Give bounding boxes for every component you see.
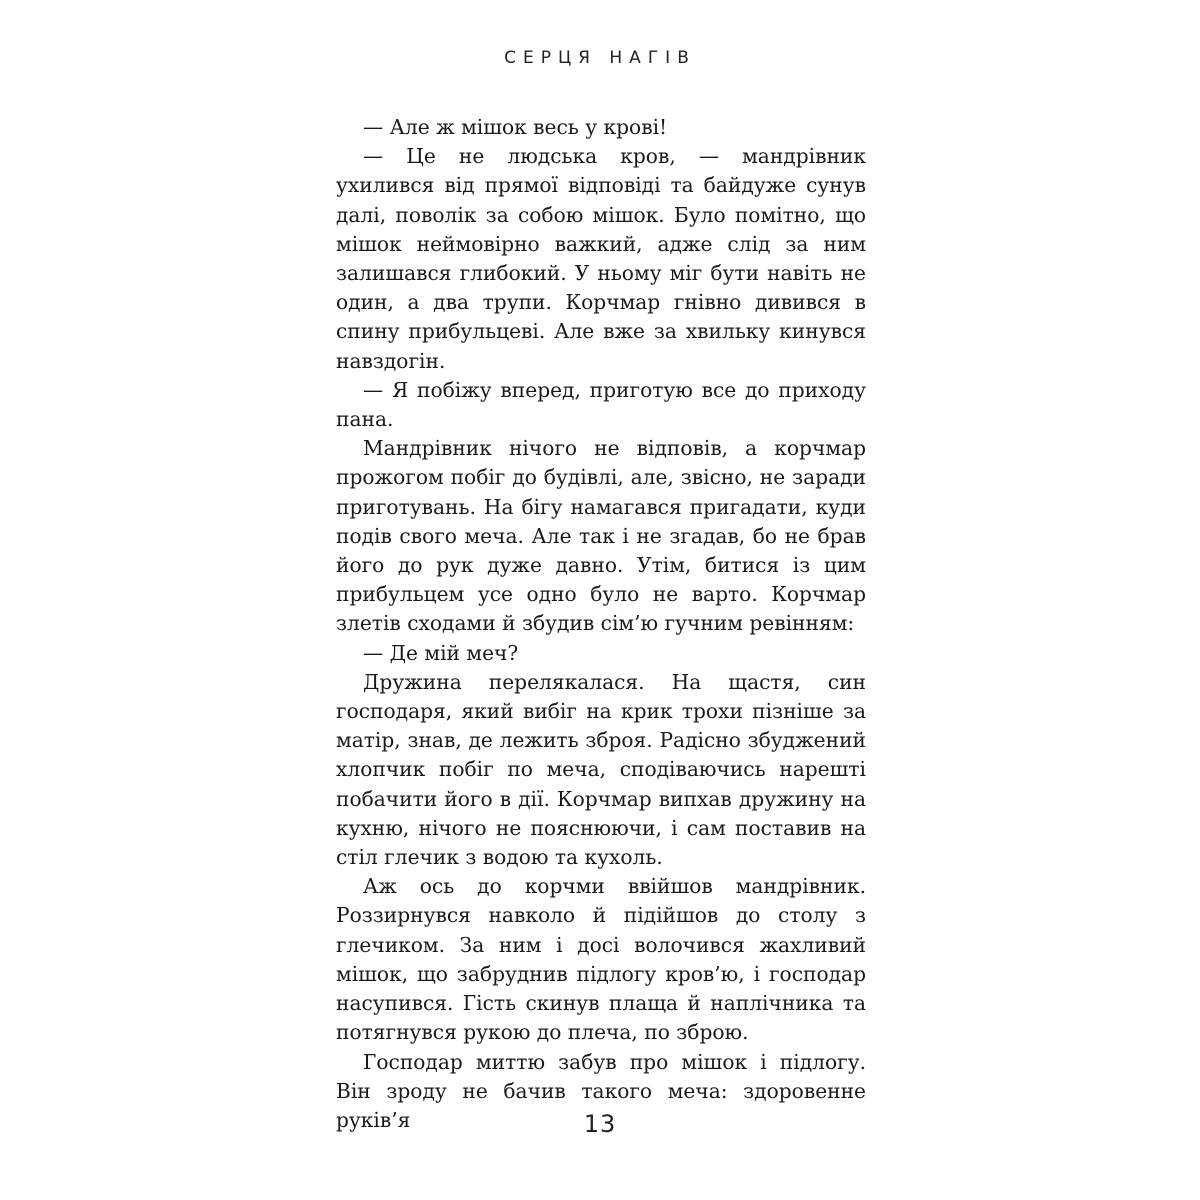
running-title: СЕРЦЯ НАГІВ [504,48,696,68]
paragraph: Дружина перелякалася. На щастя, син господаря, який вибіг на крик трохи пізніше за матір, знав, де лежить зброя. Радісно збуджений хлопчик побіг по меча, сподіваючись нарешті побачити його в дії. Корчмар випхав дружину на кухню, нічого не пояснюючи, і сам поставив на стіл глечик з водою та кухоль. [336,669,866,870]
paragraph: — Це не людська кров, — мандрівник ухилився від прямої відповіді та байдуже сунув далі, поволік за собою мішок. Було помітно, що мішок неймовірно важкий, адже слід за ним залишався глибокий. У ньому міг бути навіть не один, а два трупи. Корчмар гнівно дивився в спину прибульцеві. Але вже за хвильку кинувся навздогін. [336,144,866,373]
body-text [336,113,866,1135]
paragraph: Мандрівник нічого не відповів, а корчмар прожогом побіг до будівлі, але, звісно, не заради приготувань. На бігу намагався пригадати, куди подів свого меча. Але так і не згадав, бо не брав його до рук дуже давно. Утім, битися із цим прибульцем усе одно було не варто. Корчмар злетів сходами й збудив сім’ю гучним ревінням: [336,436,866,636]
paragraph: — Де мій меч? [363,640,519,665]
paragraph: Аж ось до корчми ввійшов мандрівник. Роззирнувся навколо й підійшов до столу з глечиком. За ним і досі волочився жахливий мішок, що забруднив підлогу кров’ю, і господар насупився. Гість скинув плаща й наплічника та потягнувся рукою до плеча, по зброю. [336,874,866,1045]
paragraph: — Але ж мішок весь у крові! [363,115,668,139]
page-number: 13 [583,1110,617,1138]
paragraph: Господар миттю забув про мішок і підлогу. Він зроду не бачив такого меча: здоровенне руків’я [336,1049,866,1132]
paragraph: — Я побіжу вперед, приготую все до приходу пана. [336,377,866,432]
